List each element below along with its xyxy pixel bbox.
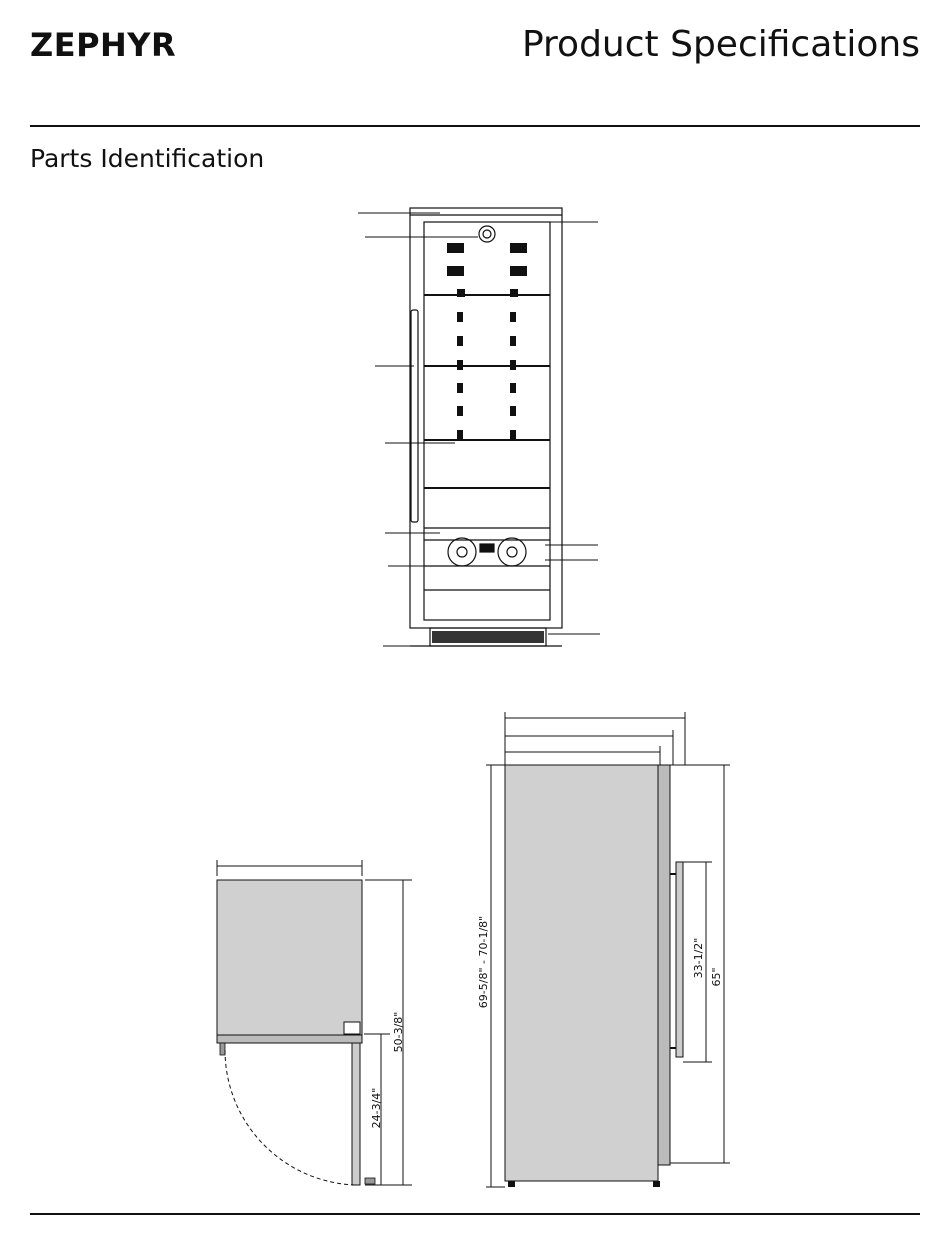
door-open-height-label: 50-3/8": [392, 1011, 405, 1053]
side-view-diagram: [505, 765, 683, 1187]
zephyr-logo: ZEPHYR: [30, 26, 177, 64]
handle-length-label: 33-1/2": [692, 937, 705, 979]
top-view-diagram: [217, 880, 375, 1185]
page-title: Product Specifications: [521, 24, 920, 65]
front-view-diagram: [410, 208, 562, 646]
door-open-lower-label: 24-3/4": [370, 1087, 383, 1129]
door-height-label: 65": [710, 967, 723, 987]
leader-lines: [358, 213, 600, 646]
section-title: Parts Identification: [30, 144, 265, 173]
footer-divider: [30, 1213, 920, 1215]
overall-height-label: 69-5/8" - 70-1/8": [477, 915, 490, 1009]
